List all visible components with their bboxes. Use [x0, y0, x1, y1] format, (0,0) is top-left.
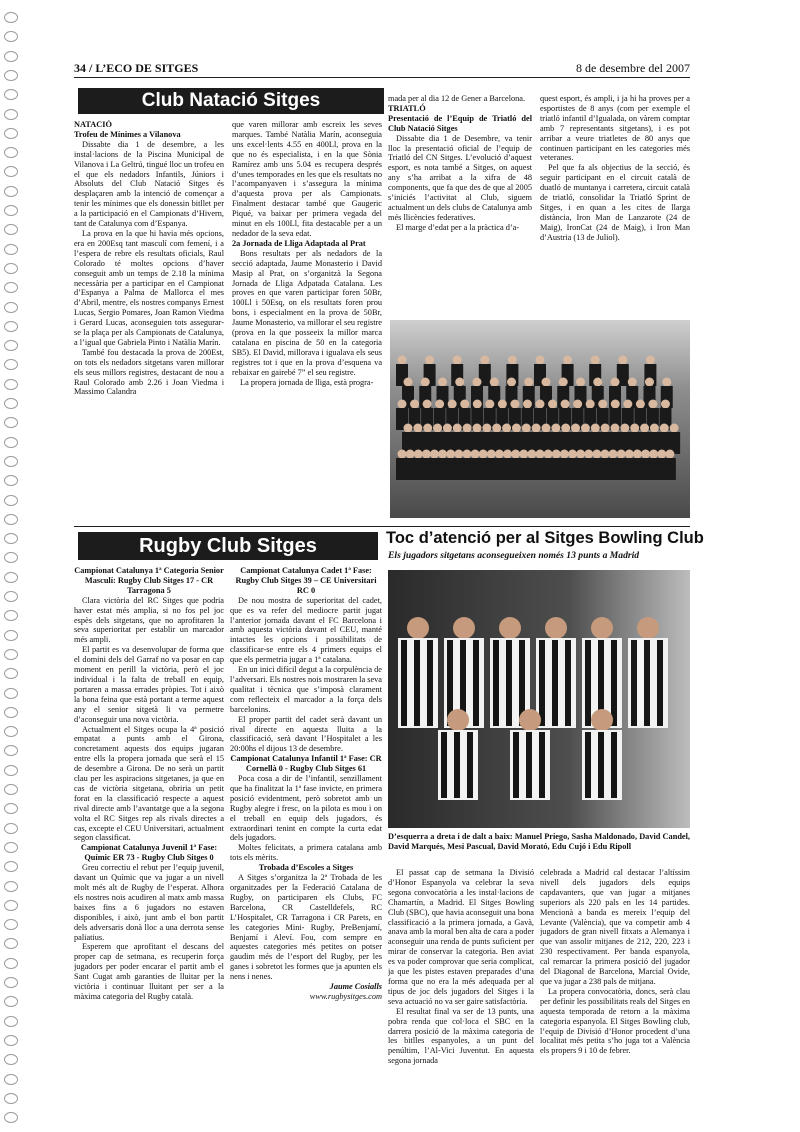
article-paragraph: La propera convocatòria, doncs, serà clau per definir les possibilitats reals del Sitges en aquesta temporada de retorn a la màxima categoria espanyola. El Sitges Bowling club, l’equip de Divisió d’Honor procedent d’una localitat més petita s’ho juga tot a València els propers 9 i 10 de febrer.: [540, 986, 690, 1056]
binder-hole: [4, 379, 18, 390]
swimmer-head: [536, 356, 545, 365]
swimmer-head: [586, 400, 595, 409]
swimmer-head: [670, 424, 679, 433]
swimmer-head: [548, 400, 557, 409]
natacio-banner: Club Natació Sitges: [78, 88, 384, 114]
swimmer-head: [542, 378, 551, 387]
article-paragraph: que varen millorar amb escreix les seves marques. També Natàlia Marín, aconseguia uns excel·lents 4.55 en 400Ll, prova en la que no és especialista, i en la que Sònia Ramírez amb uns 5.04 es recupera després d’unes temporades en les que els resultats no l’acompanyaven i s’assegura la mínima d’aquesta prova per als Campionats. Finalment destacar també que Gaugeric Piqué, va baixar per primera vegada del minut en els 100Ll, fita destacable per a un nedador de la seva edat.: [232, 120, 382, 238]
bowler-shirt-stripe: [585, 732, 591, 798]
swimmer-head: [611, 424, 620, 433]
issue-date: 8 de desembre del 2007: [576, 61, 690, 75]
swimmer-head: [628, 378, 637, 387]
bowler-shirt-stripe: [565, 640, 571, 726]
binder-hole: [4, 784, 18, 795]
article-subheading: NATACIÓ: [74, 120, 112, 129]
binder-hole: [4, 726, 18, 737]
article-subheading: 2a Jornada de Lliga Adaptada al Prat: [232, 238, 366, 248]
swimmer-head: [576, 378, 585, 387]
article-subheading: TRIATLÓ: [388, 103, 426, 113]
bowler-head: [499, 617, 521, 639]
bowler-shirt-stripe: [644, 640, 650, 726]
binder-hole: [4, 919, 18, 930]
binder-hole: [4, 938, 18, 949]
swimmer-head: [485, 400, 494, 409]
bowling-team-photo: [388, 570, 690, 828]
article-paragraph: Esperem que aprofitant el descans del proper cap de setmana, es recuperin força jugadors per poder encarar el partit amb el Sant Cugat amb garanties de lluitar per la victòria i continuar lluitant per ser a la màxima categoria del Rugby català.: [74, 942, 224, 1001]
swimmer-head: [560, 450, 569, 459]
swimmer-head: [559, 378, 568, 387]
swimmer-head: [660, 424, 669, 433]
bowler-shirt-stripe: [493, 640, 499, 726]
binder-hole: [4, 707, 18, 718]
binder-hole: [4, 224, 18, 235]
swimmer-head: [649, 450, 658, 459]
swimmer-head: [561, 400, 570, 409]
bowler-shirt-stripe: [441, 732, 447, 798]
binder-hole: [4, 803, 18, 814]
bowler-shirt-stripe: [539, 640, 545, 726]
natacio-column-2: [232, 120, 382, 520]
swimmer-head: [646, 356, 655, 365]
binder-hole: [4, 475, 18, 486]
article-subheading: Campionat Catalunya Cadet 1ª Fase: Rugby Club Sitges 39 – CE Universitari RC 0: [235, 566, 377, 595]
swimmer-head: [611, 378, 620, 387]
binder-hole: [4, 572, 18, 583]
binder-hole: [4, 244, 18, 255]
swimmer-head: [503, 450, 512, 459]
swimmer-head: [446, 450, 455, 459]
binder-hole: [4, 842, 18, 853]
swimmer-head: [519, 450, 528, 459]
article-paragraph: També fou destacada la prova de 200Est, on tots els nedadors sitgetans varen millorar els seus millors registres, destacant de nou a Raul Colorado amb 2.26 i Joan Viedma i Massimo Calandra: [74, 347, 224, 397]
bowler-shirt-stripe: [631, 640, 637, 726]
swimmer-head: [460, 400, 469, 409]
binder-hole: [4, 958, 18, 969]
binder-hole: [4, 302, 18, 313]
rugby-column-2: [230, 566, 382, 1092]
binder-hole: [4, 1074, 18, 1085]
article-paragraph: En un inici difícil degut a la corpulència de l’adversari. Els nostres nois mostraren la seva qualitat i tècnica que s’imposà clarament com reflecteix el marcador a la força dels barcelonins.: [230, 665, 382, 714]
binder-hole: [4, 70, 18, 81]
swimmer-head: [438, 378, 447, 387]
rugby-banner: Rugby Club Sitges: [78, 532, 378, 560]
swimmer-head: [620, 424, 629, 433]
swimmer-shirt: [664, 458, 676, 480]
article-subheading: Presentació de l’Equip de Triatló del Club Natació Sitges: [388, 113, 532, 133]
swimmer-head: [406, 450, 415, 459]
binder-hole: [4, 31, 18, 42]
binder-hole: [4, 996, 18, 1007]
article-paragraph: quest esport, és ampli, i ja hi ha proves per a esportistes de 8 anys (com per exemple el triatló infantil d’Igualada, on vàrem comptar amb 7 representants sitgetans), i es pot arribar a veure triatletes de 80 anys que continuen participant en les categories més veteranes.: [540, 94, 690, 163]
swimmer-head: [552, 450, 561, 459]
swimmer-head: [453, 424, 462, 433]
swimmer-head: [641, 450, 650, 459]
article-subheading: Campionat Catalunya Juvenil 1ª Fase: Químic ER 73 - Rugby Club Sitges 0: [80, 843, 218, 863]
bowler-shirt-stripe: [585, 640, 591, 726]
article-paragraph: El passat cap de setmana la Divisió d’Honor Espanyola va celebrar la seva segona convocatòria a les instal·lacions de Chamartín, a Madrid. El Sitges Bowling Club (SBC), que havia aconseguit una bona classificació a la primera jornada, a Gavà, anava amb la moral ben alta de cara a poder aconseguir una renda de punts suficient per mirar de conservar la categoria. Ben aviat es va poder comprovar que seria complicat, ja que les pistes estaven preparades d’una forma que no era la més adequada per al tipus de joc dels jugadors del Sitges i la seva actuació no va ser gaire satisfactòria.: [388, 868, 534, 1006]
swimmer-head: [598, 400, 607, 409]
binder-hole: [4, 12, 18, 23]
swimmer-head: [398, 400, 407, 409]
binder-hole: [4, 881, 18, 892]
binder-hole: [4, 591, 18, 602]
bowler-shirt-stripe: [454, 732, 460, 798]
swimmer-head: [542, 424, 551, 433]
swimmer-head: [498, 400, 507, 409]
page-header: [74, 58, 690, 78]
swimmer-head: [443, 424, 452, 433]
article-paragraph: celebrada a Madrid cal destacar l’altíssim nivell dels jugadors dels equips capdavanters, que van jugar a mitjanes superiors als 220 pals en les 14 partides. Mencionà a banda es mereix l’equip del Levante (València), que va competir amb 4 jugadors de gran nivell fitxats a Alemanya i que van assolir mitjanes de 212, 220, 223 i 230 respectivament. Per banda espanyola, cal remarcar la primera posició del jugador del Diagonal de Barcelona, Marcial Ovide, que va jugar a 238 pals de mitjana.: [540, 868, 690, 986]
swimmer-head: [561, 424, 570, 433]
rugby-column-1: [74, 566, 224, 1092]
article-paragraph: Poca cosa a dir de l’infantil, senzillament que ha finalitzat la 1ª fase invicte, en primera posició evidentment, però sobretot amb un Rugby alegre i fresc, on la pilota es mou i on el treball en equip dels jugadors, és extraordinari tenint en compte la curta edat dels jugadors.: [230, 774, 382, 843]
binder-hole: [4, 321, 18, 332]
swimmer-head: [435, 400, 444, 409]
swimmer-head: [611, 400, 620, 409]
swimmer-head: [544, 450, 553, 459]
binder-holes: [4, 0, 22, 1132]
article-paragraph: Jaume Cosialls: [329, 982, 382, 992]
newspaper-page: [74, 58, 704, 1092]
swimmer-head: [490, 378, 499, 387]
swimmer-head: [600, 450, 609, 459]
swimmer-head: [508, 356, 517, 365]
natacio-column-1: [74, 120, 224, 520]
bowler-shirt-stripe: [552, 640, 558, 726]
binder-hole: [4, 610, 18, 621]
binder-hole: [4, 166, 18, 177]
swimmer-head: [448, 400, 457, 409]
bowling-column-2: [540, 868, 690, 1092]
swimmer-head: [462, 450, 471, 459]
binder-hole: [4, 668, 18, 679]
bowler-shirt-stripe: [513, 732, 519, 798]
article-paragraph: Dissabte dia 1 de desembre, a les instal·lacions de la Piscina Municipal de Vilanova i La Geltrú, tingué lloc un trofeu en el que els nedadors Infantils, Júniors i Absoluts del Club Natació Sitges és desplaçaren amb la intenció de començar a tenir les mínimes que els donessin bitllet per a la participació en el Campionats d’Hivern, tant de Catalunya com d’Espanya.: [74, 139, 224, 229]
binder-hole: [4, 495, 18, 506]
swimmer-head: [480, 356, 489, 365]
swimmer-head: [463, 424, 472, 433]
binder-hole: [4, 398, 18, 409]
article-paragraph: Bons resultats per als nedadors de la secció adaptada, Jaume Monasterio i David Masip al Prat, on s’organitzà la Segona Jornada de Lliga Adpatada Catalana. Les proves en que varen participar foren 50Br, 100Ll i 50Esq, on els resultats foren prou bons, i especialment en la prova de 50Br, Jaume Monasterio, va millorar el seu registre (prova en la que posseeix la millor marca catalana en piscina de 50 en la categoria SB5). El David, millorava i igualava els seus registres tot i que en la prova d’esquena va rebaixar en gairebé 7” el seu registre.: [232, 248, 382, 377]
swimmer-head: [471, 450, 480, 459]
swimmer-head: [601, 424, 610, 433]
page-number-title: 34 / L’ECO DE SITGES: [74, 61, 199, 75]
binder-hole: [4, 205, 18, 216]
article-paragraph: www.rugbysitges.com: [309, 991, 382, 1001]
swimmer-head: [523, 400, 532, 409]
swimmer-head: [454, 450, 463, 459]
swimmer-head: [633, 450, 642, 459]
swimmer-head: [625, 450, 634, 459]
binder-hole: [4, 51, 18, 62]
article-paragraph: Actualment el Sitges ocupa la 4ª posició empatat a punts amb el Girona, concretament aquests dos equips jugaran entre ells la propera jornada que serà el 15 de desembre a Girona. De no serà un partit clau per les aspiracions sitgetanes, ja que en cas de victòria sitgetana, obriria un petit forat en la classificació respecte a aquest rival directe amb l’avantatge que a la segona volta el RC Sitges rep als rivals directes a cas, excepte el CEU Universitari, actualment segon classificat.: [74, 724, 224, 843]
swimmer-head: [524, 378, 533, 387]
swimmer-head: [511, 450, 520, 459]
binder-hole: [4, 340, 18, 351]
swimmer-head: [473, 400, 482, 409]
swimmer-head: [623, 400, 632, 409]
swimmer-head: [430, 450, 439, 459]
swimmer-head: [398, 450, 407, 459]
binder-hole: [4, 745, 18, 756]
article-paragraph: El marge d’edat per a la pràctica d’a-: [396, 222, 520, 232]
bowling-photo-caption: D’esquerra a dreta i de dalt a baix: Manuel Priego, Sasha Maldonado, David Candel, David Marqués, Mesi Pascual, David Morató, Edu Cujó i Edu Ripoll: [388, 832, 690, 851]
binder-hole: [4, 1093, 18, 1104]
swimmer-head: [527, 450, 536, 459]
swimmer-head: [581, 424, 590, 433]
article-paragraph: La prova en la que hi havia més opcions, era en 200Esq tant masculí com femení, i a l’espera de rebre els resultats oficials, Raul Colorado té moltes opcions d’haver conseguit amb un temps de 2.18 la mínima necessària per a participar en el Campionat d’Espanya a Palma de Mallorca el mes d’Abril, mentre, els nostres companys Ernest Lucas, Sergio Pomares, Joan Ramon Viedma i Gerard Lucas, aconseguien tots assegurar-se la plaça per als Campionats de Catalunya, a l’igual que Gabriela Pinto i Natàlia Marín.: [74, 228, 224, 347]
binder-hole: [4, 533, 18, 544]
article-paragraph: mada per al dia 12 de Gener a Barcelona.: [388, 94, 526, 103]
swimmer-head: [423, 424, 432, 433]
binder-hole: [4, 128, 18, 139]
swimmer-head: [453, 356, 462, 365]
swimmer-head: [630, 424, 639, 433]
swimmer-head: [551, 424, 560, 433]
bowler-head: [519, 709, 541, 731]
bowler-shirt-stripe: [611, 732, 617, 798]
swimmer-head: [410, 400, 419, 409]
swimmer-head: [593, 378, 602, 387]
swimmer-head: [495, 450, 504, 459]
swimmer-head: [648, 400, 657, 409]
bowler-shirt-stripe: [467, 732, 473, 798]
article-subheading: Trofeu de Mínimes a Vilanova: [74, 129, 181, 139]
swimmer-head: [404, 424, 413, 433]
article-paragraph: Greu correctiu el rebut per l’equip juvenil, davant un Químic que va jugar a un nivell molt més alt de Rugby de l’esperat. Alhora els nostres nois acudiren al matx amb massa baixes fins a 6 jugadors no estaven disponibles, i això, junt amb el bon partit dels adversaris donà lloc a una derrota sense paliatius.: [74, 863, 224, 942]
bowler-shirt-stripe: [539, 732, 545, 798]
swimmer-head: [421, 378, 430, 387]
binder-hole: [4, 688, 18, 699]
bowler-head: [447, 709, 469, 731]
swimmer-head: [592, 450, 601, 459]
binder-hole: [4, 514, 18, 525]
bowler-shirt-stripe: [506, 640, 512, 726]
swimmer-head: [522, 424, 531, 433]
article-paragraph: Clara victòria del RC Sitges que podria haver estat més amplia, si no fos pel joc espès dels sitgetans, que no aprofitaren la seva superioritat per establir un marcador més ampli.: [74, 595, 224, 645]
swimmer-head: [487, 450, 496, 459]
binder-hole: [4, 186, 18, 197]
bowler-shirt-stripe: [473, 640, 479, 726]
binder-hole: [4, 900, 18, 911]
swim-team-photo: [390, 320, 690, 518]
binder-hole: [4, 456, 18, 467]
bowling-headline: Toc d’atenció per al Sitges Bowling Club: [386, 529, 704, 547]
natacio-column-3: [388, 94, 532, 320]
swimmer-head: [636, 400, 645, 409]
binder-hole: [4, 109, 18, 120]
bowler-head: [591, 709, 613, 731]
swimmer-head: [455, 378, 464, 387]
bowling-team-photo-image: [388, 570, 690, 828]
bowler-head: [591, 617, 613, 639]
article-paragraph: La propera jornada de lliga, està progra-: [240, 377, 374, 387]
swimmer-head: [536, 450, 545, 459]
swimmer-head: [479, 450, 488, 459]
swimmer-head: [661, 400, 670, 409]
swimmer-head: [433, 424, 442, 433]
binder-hole: [4, 147, 18, 158]
natacio-column-4: [540, 94, 690, 320]
bowler-shirt-stripe: [611, 640, 617, 726]
article-paragraph: Pel que fa als objectius de la secció, és seguir participant en el circuit català de duatló de muntanya i carretera, circuit català de triatló, consolidar la Triatló Sprint de Sitges, i en quan a les cites de llarga distància, Iron Man de Lanzarote (24 de Maig), IronCat (24 de Maig), i Iron Man d’Austria (13 de Juliol).: [540, 163, 690, 242]
bowler-head: [637, 617, 659, 639]
article-paragraph: El proper partit del cadet serà davant un rival directe en aquesta lluita a la classificació, serà davant l’Hospitalet a les 20:00hs el dijous 13 de desembre.: [230, 714, 382, 754]
binder-hole: [4, 359, 18, 370]
swimmer-head: [492, 424, 501, 433]
swimmer-head: [512, 424, 521, 433]
swimmer-head: [425, 356, 434, 365]
swimmer-head: [532, 424, 541, 433]
binder-hole: [4, 282, 18, 293]
binder-hole: [4, 437, 18, 448]
swimmer-head: [502, 424, 511, 433]
swimmer-head: [536, 400, 545, 409]
bowler-shirt-stripe: [598, 732, 604, 798]
binder-hole: [4, 861, 18, 872]
swimmer-head: [404, 378, 413, 387]
binder-hole: [4, 417, 18, 428]
swimmer-head: [422, 450, 431, 459]
swimmer-head: [423, 400, 432, 409]
article-paragraph: Dissabte dia 1 de Desembre, va tenir lloc la presentació oficial de l’equip de Triatló del CN Sitges. L’evolució d’aquest esport, es nota també a Sitges, on aquest any s’ha arribat a la xifra de 48 components, que fa que des de que al 2005 s’iniciés l’activitat al Club, siguem actualment un dels clubs de Catalunya amb més llicències federatives.: [388, 133, 532, 222]
article-paragraph: El resultat final va ser de 13 punts, una pobra renda que col·loca el SBC en la darrera posició de la màxima categoria de les bitlles espanyoles, a un punt del penúltim, l’Al-Vici Juventut. En aquesta segona jornada: [388, 1006, 534, 1066]
binder-hole: [4, 89, 18, 100]
swimmer-head: [609, 450, 618, 459]
binder-hole: [4, 1112, 18, 1123]
binder-hole: [4, 552, 18, 563]
swimmer-head: [473, 378, 482, 387]
bowling-column-1: [388, 868, 534, 1092]
swimmer-head: [398, 356, 407, 365]
swimmer-head: [662, 378, 671, 387]
swimmer-head: [507, 378, 516, 387]
binder-hole: [4, 1016, 18, 1027]
swimmer-head: [584, 450, 593, 459]
binder-hole: [4, 977, 18, 988]
swimmer-head: [645, 378, 654, 387]
bowler-head: [453, 617, 475, 639]
swimmer-head: [665, 450, 674, 459]
article-paragraph: Moltes felicitats, a primera catalana amb tots els mèrits.: [230, 843, 382, 863]
swimmer-head: [657, 450, 666, 459]
swimmer-head: [510, 400, 519, 409]
bowler-shirt-stripe: [526, 732, 532, 798]
swimmer-head: [414, 450, 423, 459]
swimmer-head: [640, 424, 649, 433]
swimmer-head: [576, 450, 585, 459]
article-paragraph: El partit es va desenvolupar de forma que el domini dels del Garraf no va posar en cap moment en perill la victòria, però el joc individual i la falta de treball en equip, portaren a massa errades pròpies. Tot i això la bona feina que està portant a terme aquest any el senior sitgetà li va permetre d’aconseguir una nova victòria.: [74, 645, 224, 724]
binder-hole: [4, 823, 18, 834]
article-subheading: Campionat Catalunya 1ª Categoria Senior Masculí: Rugby Club Sitges 17 - CR Tarragona 5: [74, 566, 224, 595]
swimmer-head: [618, 356, 627, 365]
binder-hole: [4, 263, 18, 274]
swimmer-head: [571, 424, 580, 433]
binder-hole: [4, 649, 18, 660]
swimmer-head: [591, 356, 600, 365]
swimmer-head: [573, 400, 582, 409]
swimmer-head: [591, 424, 600, 433]
swimmer-head: [473, 424, 482, 433]
article-subheading: Trobada d’Escoles a Sitges: [258, 863, 354, 873]
article-paragraph: De nou mostra de superioritat del cadet, que es va refer del mediocre partit jugat l’anterior jornada davant el FC Barcelona i amb aquesta victòria davant el CEU, manté intactes les opcions i possibilitats de classificar-se entre els 4 primers equips el que els permetria jugar a 1ª catalana.: [230, 595, 382, 665]
swimmer-head: [650, 424, 659, 433]
article-paragraph: A Sitges s’organitza la 2ª Trobada de les organitzades per la Federació Catalana de Rugby, on participaren els Clubs, FC Barcelona, CR Castelldefels, RC L’Hospitalet, CR Tarragona i CR Parets, en les categories Mini- Rugby, PreBenjamí, Benjamí i Aleví. Fou, com sempre en aquestes categories més petites on potser gaudim més de l’esport del Rugby, per les ganes i sobretot les formes que ja apunten els nens i nenes.: [230, 873, 382, 982]
article-subheading: Campionat Catalunya Infantil 1ª Fase: CR Cornellà 0 - Rugby Club Sitges 61: [230, 754, 382, 774]
swimmer-head: [568, 450, 577, 459]
swimmer-head: [482, 424, 491, 433]
binder-hole: [4, 1035, 18, 1046]
bowler-shirt-stripe: [414, 640, 420, 726]
binder-hole: [4, 630, 18, 641]
binder-hole: [4, 765, 18, 776]
swimmer-head: [563, 356, 572, 365]
binder-hole: [4, 1054, 18, 1065]
swimmer-head: [438, 450, 447, 459]
bowler-shirt-stripe: [401, 640, 407, 726]
swimmer-head: [617, 450, 626, 459]
bowler-shirt-stripe: [427, 640, 433, 726]
bowler-head: [407, 617, 429, 639]
bowler-head: [545, 617, 567, 639]
swim-team-photo-image: [390, 320, 690, 518]
swimmer-head: [413, 424, 422, 433]
bowling-subheadline: Els jugadors sitgetans aconsegueixen només 13 punts a Madrid: [388, 550, 640, 561]
bowler-shirt-stripe: [657, 640, 663, 726]
